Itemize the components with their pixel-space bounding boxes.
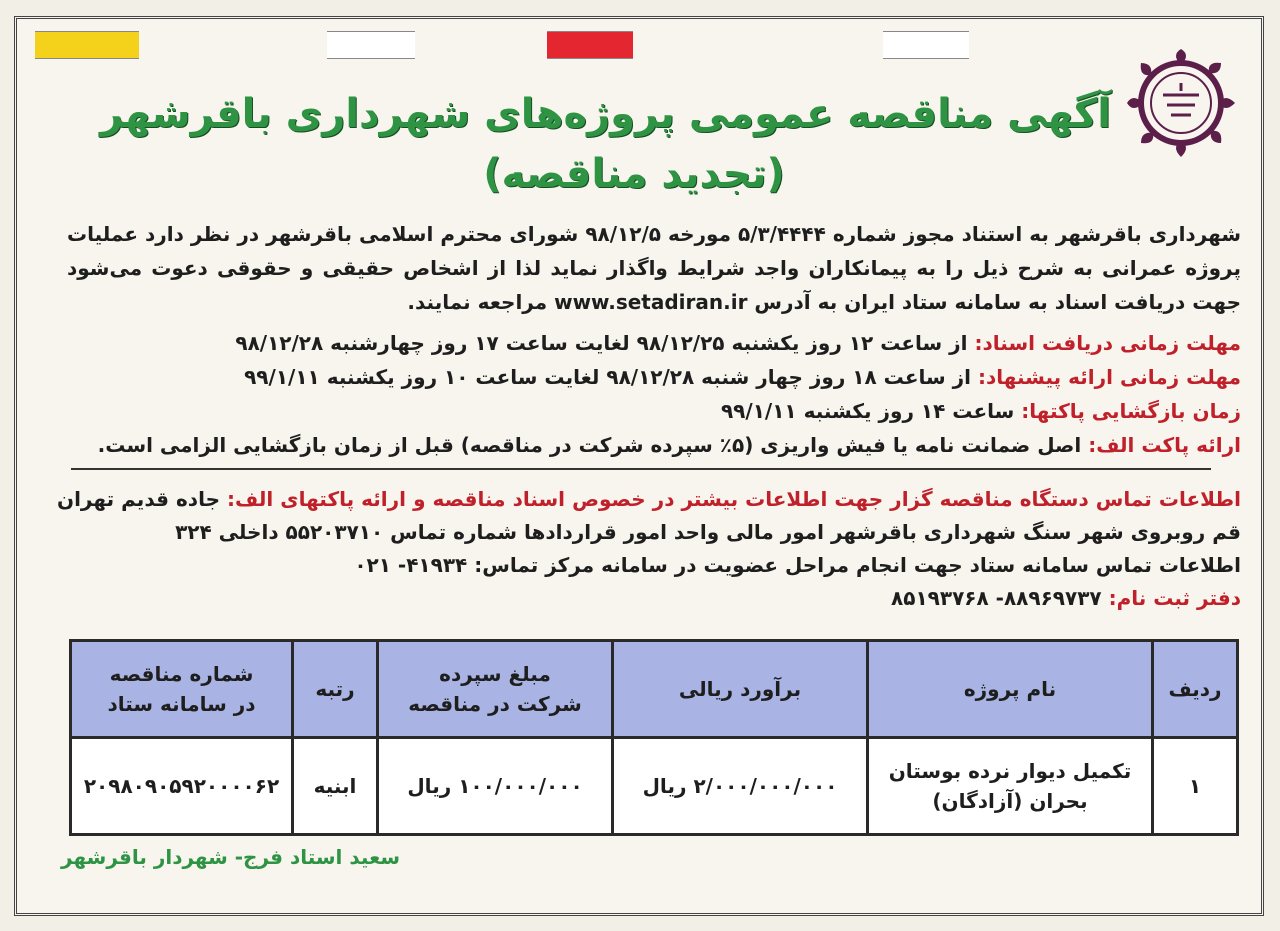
cell-project-line1: تکمیل دیوار نرده بوستان <box>888 759 1132 783</box>
setad-contact-line: اطلاعات تماس سامانه ستاد جهت انجام مراحل عضویت در سامانه مرکز تماس: ۴۱۹۳۴- ۰۲۱ <box>354 553 1241 577</box>
header-rank: رتبه <box>293 641 378 738</box>
header-estimate: برآورد ریالی <box>613 641 868 738</box>
offer-deadline-value: از ساعت ۱۸ روز چهار شنبه ۹۸/۱۲/۲۸ لغایت ساعت ۱۰ روز یکشنبه ۹۹/۱/۱۱ <box>244 365 972 389</box>
packet-a-value: اصل ضمانت نامه یا فیش واریزی (۵٪ سپرده شرکت در مناقصه) قبل از زمان بازگشایی الزامی است. <box>97 433 1082 457</box>
cell-rank: ابنیه <box>293 738 378 835</box>
color-bar-white <box>327 31 415 59</box>
header-deposit-line1: مبلغ سپرده <box>439 662 551 686</box>
cell-row-number: ۱ <box>1153 738 1238 835</box>
notice-subtitle: (تجدید مناقصه) <box>483 151 785 197</box>
intro-paragraph: شهرداری باقرشهر به استناد مجوز شماره ۵/۳/۴۴۴۴ مورخه ۹۸/۱۲/۵ شورای محترم اسلامی باقرشهر در نظر دارد عملیات پروژه عمرانی به شرح ذیل را به پیمانکاران واجد شرایط واگذار نماید لذا از اشخاص حقیقی و حقوقی دعوت می‌شود جهت دریافت اسناد به سامانه ستاد ایران به آدرس www.setadiran.ir مراجعه نمایند. <box>67 222 1241 314</box>
color-bar-red <box>547 31 633 59</box>
registration-office-label: دفتر ثبت نام: <box>1108 586 1241 610</box>
notice-frame <box>14 16 1264 916</box>
cell-tender-number: ۲۰۹۸۰۹۰۵۹۲۰۰۰۰۶۲ <box>71 738 293 835</box>
cell-project-name <box>868 738 1153 835</box>
doc-deadline-line <box>67 331 1241 355</box>
cell-project-line2: بحران (آزادگان) <box>932 789 1088 813</box>
contact-address: جاده قدیم تهران قم روبروی شهر سنگ شهرداری باقرشهر امور مالی واحد امور قراردادها شماره تماس ۵۵۲۰۳۷۱۰ داخلی ۳۲۴ <box>57 487 1241 544</box>
cell-deposit: ۱۰۰/۰۰۰/۰۰۰ ریال <box>378 738 613 835</box>
contact-label: اطلاعات تماس دستگاه مناقصه گزار جهت اطلاعات بیشتر در خصوص اسناد مناقصه و ارائه پاکتهای الف: <box>227 487 1241 511</box>
packet-a-line <box>67 433 1241 457</box>
color-bar-yellow <box>35 31 139 59</box>
header-project-name: نام پروژه <box>868 641 1153 738</box>
header-number-line2: در سامانه ستاد <box>107 692 256 716</box>
mayor-signature: سعید استاد فرج- شهردار باقرشهر <box>61 845 401 869</box>
header-deposit-line2: شرکت در مناقصه <box>408 692 582 716</box>
opening-time-line <box>67 399 1241 423</box>
table-row <box>71 738 1238 835</box>
header-tender-number <box>71 641 293 738</box>
header-deposit <box>378 641 613 738</box>
color-bar-white-2 <box>883 31 969 59</box>
doc-deadline-value: از ساعت ۱۲ روز یکشنبه ۹۸/۱۲/۲۵ لغایت ساعت ۱۷ روز چهارشنبه ۹۸/۱۲/۲۸ <box>235 331 968 355</box>
cell-estimate: ۲/۰۰۰/۰۰۰/۰۰۰ ریال <box>613 738 868 835</box>
offer-deadline-label: مهلت زمانی ارائه پیشنهاد: <box>978 365 1241 389</box>
header-row-number: ردیف <box>1153 641 1238 738</box>
doc-deadline-label: مهلت زمانی دریافت اسناد: <box>974 331 1241 355</box>
section-divider <box>71 468 1211 470</box>
registration-office-value: ۸۸۹۶۹۷۳۷- ۸۵۱۹۳۷۶۸ <box>891 586 1102 610</box>
tender-table <box>69 639 1239 836</box>
table-header-row <box>71 641 1238 738</box>
municipality-logo <box>1121 43 1241 163</box>
opening-time-label: زمان بازگشایی پاکتها: <box>1021 399 1241 423</box>
offer-deadline-line <box>67 365 1241 389</box>
opening-time-value: ساعت ۱۴ روز یکشنبه ۹۹/۱/۱۱ <box>720 399 1015 423</box>
notice-title: آگهی مناقصه عمومی پروژه‌های شهرداری باقرشهر <box>99 91 1111 137</box>
packet-a-label: ارائه پاکت الف: <box>1088 433 1241 457</box>
header-number-line1: شماره مناقصه <box>109 662 254 686</box>
contact-section <box>57 483 1241 615</box>
